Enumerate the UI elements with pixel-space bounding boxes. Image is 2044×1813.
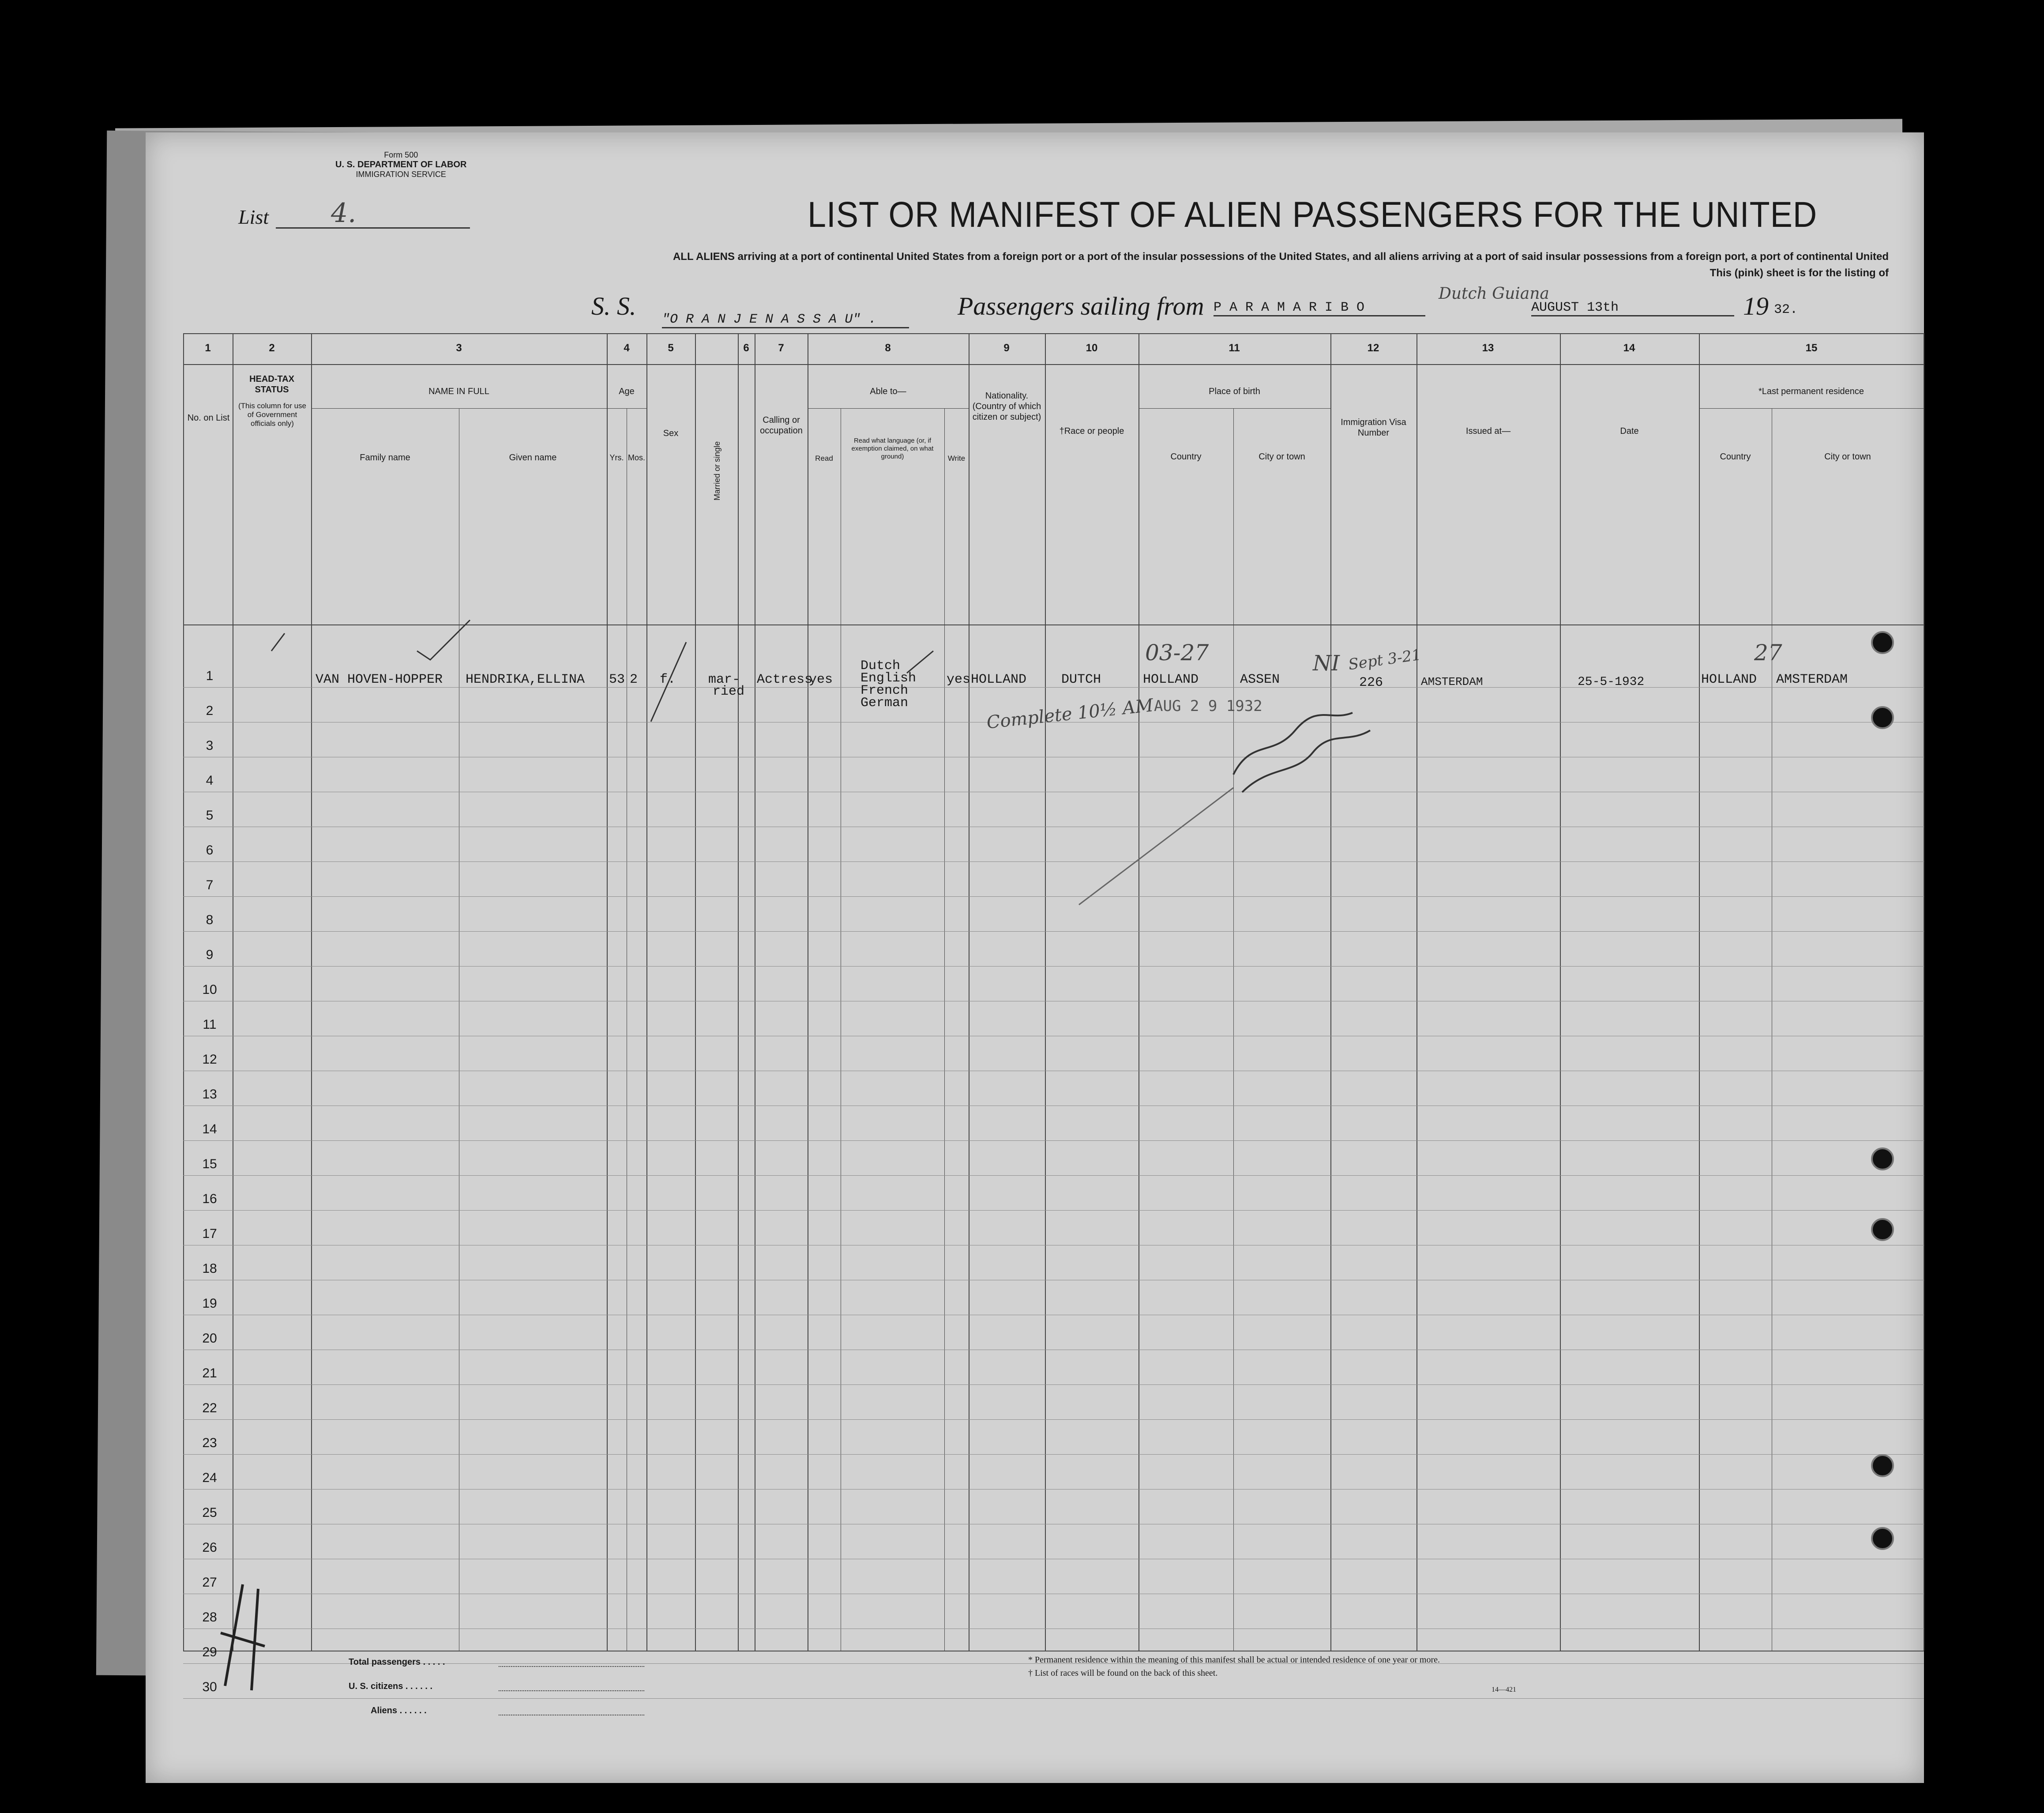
binder-hole — [1871, 1218, 1894, 1241]
row-number: 25 — [202, 1505, 217, 1520]
column-number: 10 — [1086, 342, 1098, 354]
header-nationality: Nationality. (Country of which citizen or subject) — [972, 391, 1041, 422]
row-number: 4 — [206, 773, 214, 788]
row-number: 1 — [206, 669, 214, 683]
column-number: 1 — [205, 342, 211, 354]
ship-name-field — [662, 299, 909, 329]
column-number: 2 — [269, 342, 275, 354]
header-issued-at: Issued at— — [1465, 426, 1511, 436]
issued-at: AMSTERDAM — [1421, 675, 1483, 688]
list-underline — [276, 227, 470, 229]
binder-hole — [1871, 1527, 1894, 1550]
row-number: 17 — [202, 1226, 217, 1241]
us-citizens-line — [499, 1690, 644, 1691]
row-number: 24 — [202, 1471, 217, 1485]
header-able-to: Able to— — [870, 387, 906, 396]
row-number: 8 — [206, 913, 214, 927]
sailing-label: Passengers sailing from — [958, 292, 1204, 320]
row-number: 22 — [202, 1401, 217, 1415]
given-name: HENDRIKA,ELLINA — [466, 672, 585, 687]
check-mark — [907, 651, 933, 673]
race: DUTCH — [1061, 672, 1101, 687]
visa-date: 25-5-1932 — [1578, 675, 1645, 689]
handwritten-number — [216, 1580, 269, 1695]
ss-label: S. S. — [591, 292, 636, 320]
intro-text-2: This (pink) sheet is for the listing of — [1710, 267, 1889, 279]
row-number: 20 — [202, 1331, 217, 1346]
row-number: 15 — [202, 1157, 217, 1171]
pencil-marks — [183, 333, 1924, 1651]
birth-code-annotation: 03-27 — [1145, 640, 1209, 666]
page-title: LIST OR MANIFEST OF ALIEN PASSENGERS FOR THE UNITED — [808, 195, 1818, 235]
visa-number: 226 — [1359, 675, 1383, 690]
header-birth-country: Country — [1170, 452, 1202, 462]
binder-hole — [1871, 1454, 1894, 1477]
ship-name: "O R A N J E N A S S A U" . — [662, 312, 909, 328]
row-number: 2 — [206, 703, 214, 718]
row-number: 18 — [202, 1261, 217, 1276]
language-item: English — [860, 671, 917, 686]
column-number: 14 — [1623, 342, 1635, 354]
header-race: †Race or people — [1059, 426, 1124, 436]
footnote-residence: * Permanent residence within the meaning of this manifest shall be actual or intended residence of one year or more. — [1028, 1655, 1440, 1665]
sailing-date: AUGUST 13th — [1531, 300, 1734, 316]
column-number: 13 — [1482, 342, 1494, 354]
aliens-label: Aliens . . . . . . — [371, 1706, 427, 1715]
row-number: 16 — [202, 1192, 217, 1206]
sex: f. — [660, 672, 676, 687]
header-age: Age — [619, 387, 635, 396]
row-number: 10 — [202, 982, 217, 997]
column-number: 11 — [1229, 342, 1240, 354]
department: U. S. DEPARTMENT OF LABOR — [335, 160, 467, 169]
header-read: Read — [815, 454, 833, 463]
header-birth-city: City or town — [1259, 452, 1305, 462]
header-date: Date — [1620, 426, 1639, 436]
header-mos: Mos. — [627, 453, 645, 462]
row-number: 14 — [202, 1122, 217, 1136]
family-name: VAN HOVEN-HOPPER — [316, 672, 443, 687]
column-number: 6 — [743, 342, 749, 354]
intro-text: ALL ALIENS arriving at a port of continental United States from a foreign port or a port of the insular possessions of the United States, and all aliens arriving at a port of said insular possessions from a foreign port, a port of continental United — [673, 251, 1889, 263]
can-write: yes — [947, 672, 971, 687]
visa-note: Sept 3-21 — [1347, 646, 1423, 674]
nationality: HOLLAND — [971, 672, 1027, 687]
footnote-races: † List of races will be found on the back of this sheet. — [1028, 1668, 1218, 1678]
signature — [1242, 730, 1370, 792]
signature — [1233, 713, 1353, 775]
column-number: 3 — [456, 342, 462, 354]
header-head-tax-note: (This column for use of Government officials only) — [238, 402, 306, 428]
residence-country: HOLLAND — [1701, 672, 1757, 687]
service: IMMIGRATION SERVICE — [356, 170, 446, 179]
row-line — [183, 1698, 1924, 1699]
row-number: 7 — [206, 878, 214, 892]
header-sex: Sex — [663, 429, 679, 438]
date-field — [1531, 300, 1734, 316]
column-number: 5 — [668, 342, 674, 354]
total-passengers-line — [499, 1666, 644, 1667]
pencil-stroke — [1079, 788, 1233, 905]
arrival-date-stamp: AUG 2 9 1932 — [1154, 697, 1262, 715]
row-number: 28 — [202, 1610, 217, 1625]
list-number: 4. — [331, 198, 357, 229]
age-years: 53 — [609, 672, 625, 687]
residence-city: AMSTERDAM — [1776, 672, 1848, 687]
total-passengers-label: Total passengers . . . . . — [349, 1657, 445, 1667]
row-number: 6 — [206, 843, 214, 858]
year-suffix: 32. — [1774, 302, 1798, 317]
language-item: German — [860, 696, 909, 711]
language-item: Dutch — [860, 658, 901, 673]
check-mark — [417, 620, 470, 660]
age-months: 2 — [630, 672, 638, 687]
header-no-on-list: No. on List — [187, 413, 230, 423]
port-field — [1214, 300, 1425, 316]
binder-hole — [1871, 631, 1894, 654]
row-number: 30 — [202, 1680, 217, 1694]
check-mark — [271, 633, 285, 651]
occupation: Actress — [757, 672, 813, 687]
column-number: 12 — [1367, 342, 1379, 354]
check-mark — [651, 642, 686, 722]
column-number: 8 — [885, 342, 891, 354]
header-given-name: Given name — [509, 453, 557, 463]
row-number: 26 — [202, 1540, 217, 1555]
header-yrs: Yrs. — [609, 453, 624, 462]
column-number: 4 — [624, 342, 630, 354]
row-number: 29 — [202, 1645, 217, 1659]
header-res-country: Country — [1720, 452, 1751, 462]
row-number: 23 — [202, 1436, 217, 1450]
binder-hole — [1871, 1147, 1894, 1170]
birth-city: ASSEN — [1240, 672, 1280, 687]
port-note: Dutch Guiana — [1439, 285, 1549, 303]
column-number: 9 — [1003, 342, 1010, 354]
ni-note: NI — [1313, 651, 1340, 676]
header-last-residence: *Last permanent residence — [1758, 387, 1864, 396]
birth-country: HOLLAND — [1143, 672, 1199, 687]
column-number: 7 — [778, 342, 784, 354]
header-res-city: City or town — [1824, 452, 1871, 462]
list-label: List — [238, 206, 269, 228]
header-place-of-birth: Place of birth — [1209, 387, 1260, 396]
header-read-language: Read what language (or, if exemption claimed, on what ground) — [851, 437, 934, 460]
form-number: Form 500 — [384, 150, 418, 159]
header-married: Married or single — [713, 441, 721, 501]
row-number: 13 — [202, 1087, 217, 1102]
header-visa-number: Immigration Visa Number — [1341, 418, 1406, 438]
header-calling: Calling or occupation — [760, 415, 803, 436]
row-number: 9 — [206, 948, 214, 962]
manifest-sheet — [146, 132, 1924, 1783]
row-number: 5 — [206, 808, 214, 823]
header-head-tax: HEAD-TAX STATUS — [249, 374, 294, 395]
row-number: 11 — [203, 1017, 217, 1032]
row-number: 19 — [202, 1296, 217, 1311]
row-number: 27 — [202, 1575, 217, 1590]
handwritten-note: Complete 10½ AM — [985, 695, 1154, 733]
form-reference — [335, 150, 466, 179]
binder-hole — [1871, 706, 1894, 729]
row-number: 3 — [206, 738, 214, 753]
header-family-name: Family name — [360, 453, 410, 463]
us-citizens-label: U. S. citizens . . . . . . — [349, 1681, 433, 1691]
married-status-2: ried — [713, 684, 745, 699]
residence-code-annotation: 27 — [1754, 640, 1782, 666]
departure-port: P A R A M A R I B O — [1214, 300, 1425, 316]
footer-code: 14—421 — [1492, 1686, 1516, 1693]
header-name-in-full: NAME IN FULL — [428, 387, 489, 396]
year-prefix: 19 — [1743, 292, 1769, 320]
row-number: 12 — [202, 1052, 217, 1067]
married-status-1: mar- — [708, 672, 740, 687]
row-number: 21 — [202, 1366, 217, 1380]
language-item: French — [860, 683, 909, 698]
column-number: 15 — [1805, 342, 1818, 354]
can-read: yes — [809, 672, 833, 687]
header-write: Write — [947, 454, 966, 463]
